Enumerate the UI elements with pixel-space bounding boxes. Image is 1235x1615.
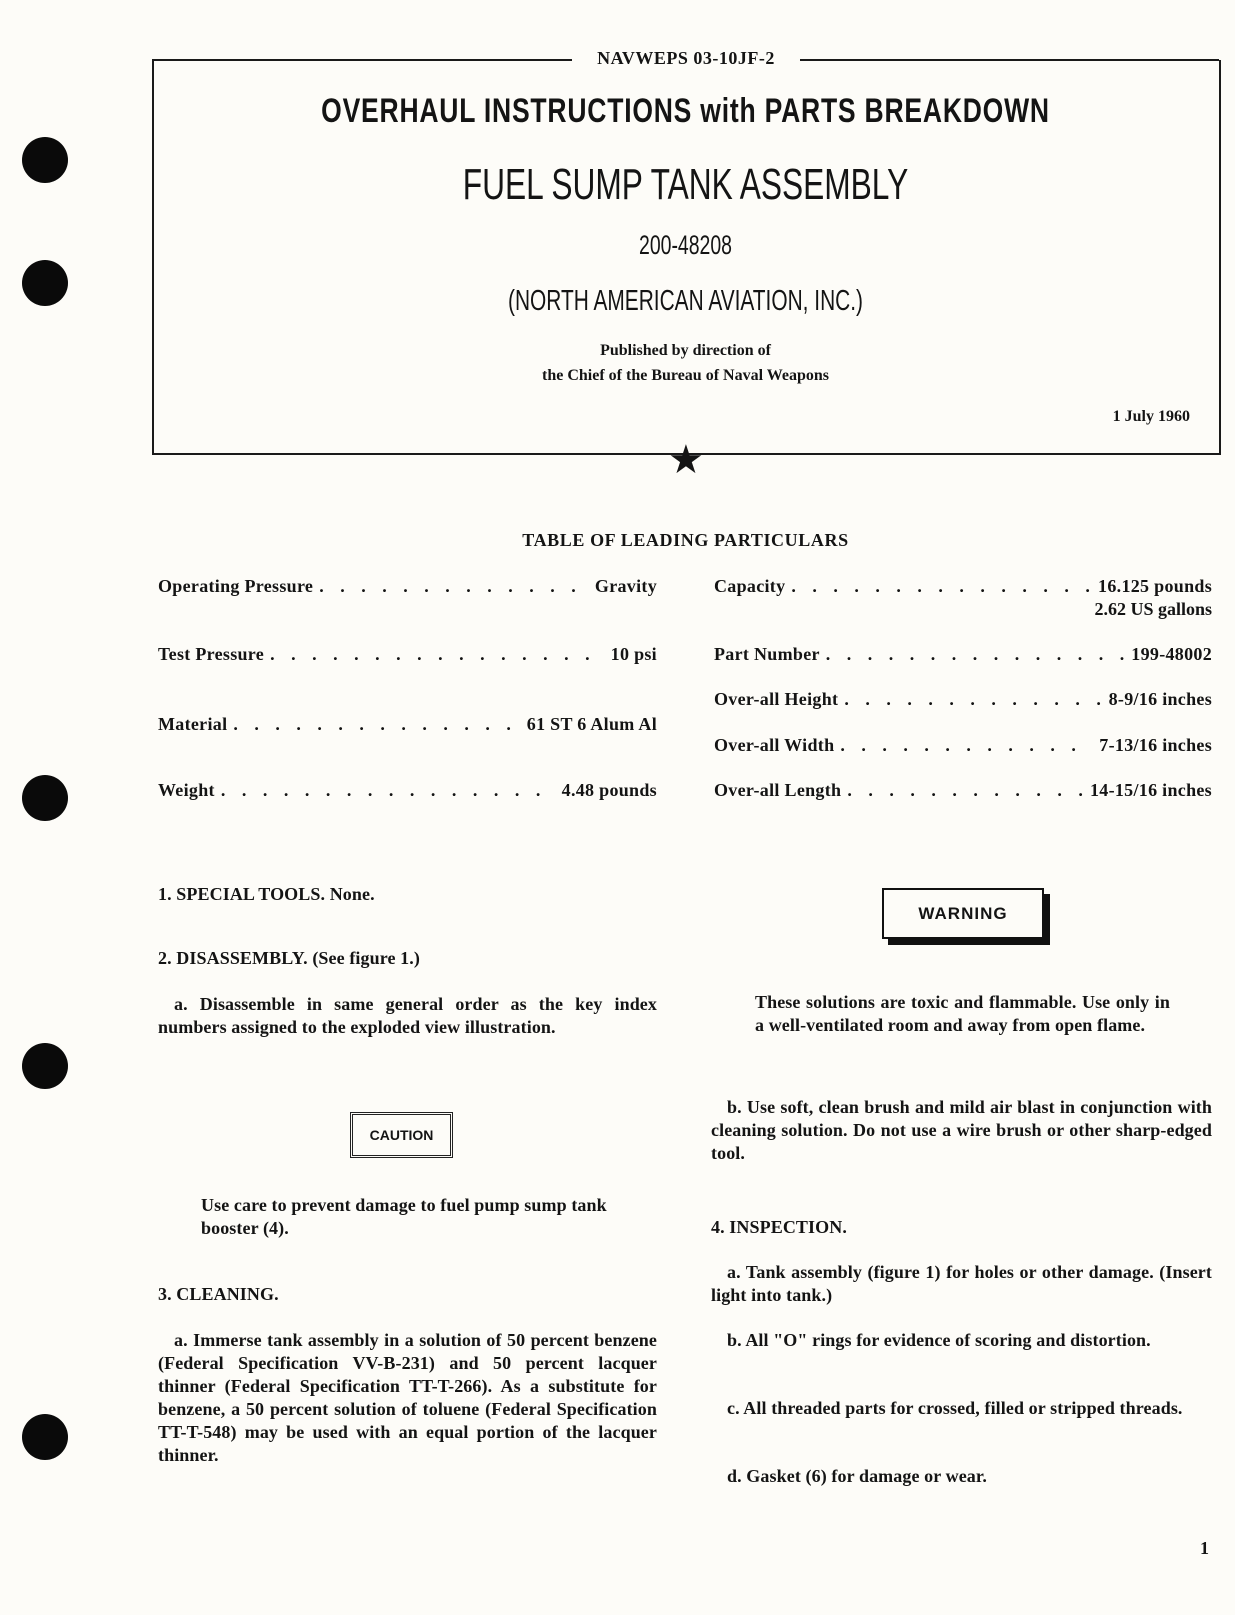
- section-special-tools: 1. SPECIAL TOOLS. None.: [158, 884, 375, 904]
- particular-label: Over-all Length: [714, 780, 842, 800]
- inspection-step-d: d. Gasket (6) for damage or wear.: [727, 1466, 987, 1486]
- publication-date: 1 July 1960: [1112, 408, 1190, 425]
- particular-value: Gravity: [594, 576, 657, 596]
- particular-row: [714, 780, 1212, 801]
- punch-hole: [22, 1043, 68, 1089]
- warning-badge: WARNING: [882, 888, 1044, 939]
- particular-value-secondary: 2.62 US gallons: [1094, 599, 1212, 619]
- warning-text: These solutions are toxic and flammable. Use only in a well-ventilated room and away from open flame.: [755, 992, 1170, 1035]
- caution-badge: CAUTION: [350, 1112, 453, 1158]
- document-number: NAVWEPS 03-10JF-2: [597, 48, 775, 68]
- subject-title: FUEL SUMP TANK ASSEMBLY: [462, 160, 909, 209]
- star-icon: ★: [668, 437, 704, 482]
- particular-row: [714, 576, 1212, 597]
- punch-hole: [22, 260, 68, 306]
- section-inspection-heading: 4. INSPECTION.: [711, 1217, 847, 1237]
- particular-row: [158, 780, 657, 801]
- section-disassembly-heading: 2. DISASSEMBLY. (See figure 1.): [158, 948, 420, 968]
- particular-value: 7-13/16 inches: [1099, 735, 1212, 755]
- punch-hole: [22, 775, 68, 821]
- particular-value: 8-9/16 inches: [1108, 689, 1212, 709]
- particular-value: 4.48 pounds: [561, 780, 657, 800]
- particular-value: 199-48002: [1131, 644, 1212, 664]
- particular-label: Part Number: [714, 644, 820, 664]
- frame-rule: [152, 59, 572, 61]
- particular-value: 61 ST 6 Alum Al: [526, 714, 657, 734]
- inspection-step-a: a. Tank assembly (figure 1) for holes or other damage. (Insert light into tank.): [711, 1262, 1212, 1305]
- inspection-step-b: b. All "O" rings for evidence of scoring and distortion.: [727, 1330, 1151, 1350]
- published-authority: the Chief of the Bureau of Naval Weapons: [542, 367, 829, 384]
- particular-row: [158, 644, 657, 665]
- inspection-step-c: c. All threaded parts for crossed, filled or stripped threads.: [727, 1398, 1183, 1418]
- particular-label: Capacity: [714, 576, 786, 596]
- disassembly-step-a: a. Disassemble in same general order as the key index numbers assigned to the exploded view illustration.: [158, 994, 657, 1037]
- particular-value: 10 psi: [610, 644, 657, 664]
- particular-value: 14-15/16 inches: [1089, 780, 1212, 800]
- particular-row: [158, 576, 657, 597]
- caution-text: Use care to prevent damage to fuel pump sump tank booster (4).: [201, 1195, 607, 1238]
- document-title: OVERHAUL INSTRUCTIONS with PARTS BREAKDOWN: [321, 92, 1050, 130]
- manufacturer: (NORTH AMERICAN AVIATION, INC.): [507, 285, 863, 317]
- particular-label: Over-all Height: [714, 689, 839, 709]
- particular-row: [714, 735, 1212, 756]
- particular-label: Over-all Width: [714, 735, 835, 755]
- particular-label: Operating Pressure: [158, 576, 314, 596]
- particular-label: Weight: [158, 780, 215, 800]
- particular-row: [714, 644, 1212, 665]
- page-number: 1: [1200, 1538, 1209, 1558]
- frame-rule: [800, 59, 1219, 61]
- punch-hole: [22, 1414, 68, 1460]
- particular-row: [714, 689, 1212, 710]
- particular-row: [158, 714, 657, 735]
- particular-label: Test Pressure: [158, 644, 265, 664]
- particular-label: Material: [158, 714, 228, 734]
- punch-hole: [22, 137, 68, 183]
- cleaning-step-a: a. Immerse tank assembly in a solution of 50 percent benzene (Federal Specification VV-B-231) and 50 percent lacquer thinner (Federal Specification TT-T-266). As a substitute for benzene, a 50 percent solution of toluene (Federal Specification TT-T-548) may be used with an equal portion of the lacquer thinner.: [158, 1330, 657, 1465]
- cleaning-step-b: b. Use soft, clean brush and mild air blast in conjunction with cleaning solution. Do not use a wire brush or other sharp-edged tool.: [711, 1097, 1212, 1163]
- part-number: 200-48208: [639, 230, 732, 260]
- section-cleaning-heading: 3. CLEANING.: [158, 1284, 279, 1304]
- published-by: Published by direction of: [600, 342, 771, 359]
- particulars-title: TABLE OF LEADING PARTICULARS: [522, 530, 849, 550]
- particular-value: 16.125 pounds: [1098, 576, 1212, 596]
